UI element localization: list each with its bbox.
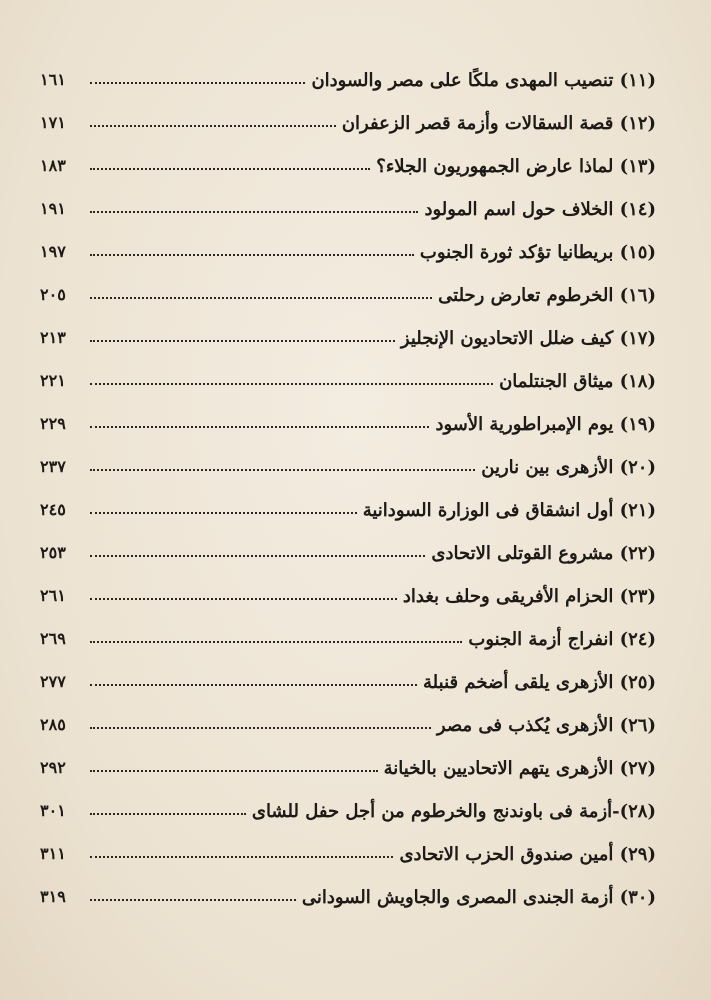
entry-title: (٢٤) انفراج أزمة الجنوب — [468, 629, 656, 650]
dot-leader — [90, 297, 432, 299]
dot-leader — [90, 426, 429, 428]
page-number: ٣١٩ — [40, 887, 66, 906]
dot-leader — [90, 813, 246, 815]
dot-leader — [90, 168, 370, 170]
entry-title: (١٨) ميثاق الجنتلمان — [499, 371, 656, 392]
toc-entry — [40, 357, 656, 400]
page-number: ٣٠١ — [40, 801, 66, 820]
dot-leader — [90, 512, 357, 514]
page-number: ٢٦١ — [40, 586, 66, 605]
dot-leader — [90, 598, 397, 600]
page-number: ١٩٧ — [40, 242, 66, 261]
page-number: ٣١١ — [40, 844, 66, 863]
dot-leader — [90, 383, 493, 385]
toc-entry — [40, 228, 656, 271]
dot-leader — [90, 899, 296, 901]
toc-entry — [40, 744, 656, 787]
entry-title: (٢٩) أمين صندوق الحزب الاتحادى — [399, 844, 656, 865]
toc-entry — [40, 486, 656, 529]
toc-entry — [40, 615, 656, 658]
page-number: ١٦١ — [40, 70, 66, 89]
entry-title: (١٣) لماذا عارض الجمهوريون الجلاء؟ — [376, 156, 656, 177]
page-number: ٢٩٢ — [40, 758, 66, 777]
entry-title: (١١) تنصيب المهدى ملكًا على مصر والسودان — [311, 70, 656, 91]
dot-leader — [90, 82, 305, 84]
dot-leader — [90, 684, 417, 686]
entry-title: (٢٣) الحزام الأفريقى وحلف بغداد — [402, 586, 656, 607]
dot-leader — [90, 770, 378, 772]
page-number: ٢٢١ — [40, 371, 66, 390]
dot-leader — [90, 340, 395, 342]
page-number: ١٩١ — [40, 199, 66, 218]
entry-title: (٢٦) الأزهرى يُكذب فى مصر — [436, 715, 656, 736]
entry-title: (١٦) الخرطوم تعارض رحلتى — [438, 285, 656, 306]
entry-title: (١٧) كيف ضلل الاتحاديون الإنجليز — [400, 328, 656, 349]
page-number: ٢٧٧ — [40, 672, 66, 691]
toc-entry — [40, 99, 656, 142]
toc-entry — [40, 400, 656, 443]
page-number: ٢٨٥ — [40, 715, 66, 734]
toc-entry — [40, 185, 656, 228]
entry-title: (٢٨)-أزمة فى باوندنج والخرطوم من أجل حفل للشاى — [251, 801, 656, 822]
entry-title: (٢٥) الأزهرى يلقى أضخم قنبلة — [423, 672, 656, 693]
toc-entry — [40, 142, 656, 185]
page-number: ٢٣٧ — [40, 457, 66, 476]
entry-title: (٢٠) الأزهرى بين نارين — [481, 457, 656, 478]
dot-leader — [90, 469, 475, 471]
toc-entry — [40, 443, 656, 486]
toc-entry — [40, 56, 656, 99]
toc-entry — [40, 572, 656, 615]
dot-leader — [90, 856, 393, 858]
page-number: ٢٤٥ — [40, 500, 66, 519]
page-number: ١٧١ — [40, 113, 66, 132]
entry-title: (١٩) يوم الإمبراطورية الأسود — [435, 414, 656, 435]
page-number: ١٨٣ — [40, 156, 66, 175]
entry-title: (١٥) بريطانيا تؤكد ثورة الجنوب — [419, 242, 656, 263]
entry-title: (٢٧) الأزهرى يتهم الاتحاديين بالخيانة — [383, 758, 656, 779]
toc-entry — [40, 701, 656, 744]
dot-leader — [90, 555, 425, 557]
toc-entry — [40, 658, 656, 701]
entry-title: (٢١) أول انشقاق فى الوزارة السودانية — [362, 500, 656, 521]
entry-title: (١٤) الخلاف حول اسم المولود — [424, 199, 656, 220]
toc-entry — [40, 787, 656, 830]
entry-title: (٢٢) مشروع القوتلى الاتحادى — [431, 543, 656, 564]
toc-entry — [40, 873, 656, 916]
dot-leader — [90, 211, 418, 213]
toc-entry — [40, 314, 656, 357]
dot-leader — [90, 125, 336, 127]
table-of-contents — [40, 56, 656, 916]
dot-leader — [90, 727, 431, 729]
page-number: ٢٠٥ — [40, 285, 66, 304]
page-number: ٢٢٩ — [40, 414, 66, 433]
entry-title: (١٢) قصة السقالات وأزمة قصر الزعفران — [341, 113, 656, 134]
dot-leader — [90, 254, 414, 256]
page-number: ٢٥٣ — [40, 543, 66, 562]
toc-entry — [40, 529, 656, 572]
entry-title: (٣٠) أزمة الجندى المصرى والجاويش السودانى — [301, 887, 656, 908]
dot-leader — [90, 641, 462, 643]
page-number: ٢٦٩ — [40, 629, 66, 648]
toc-entry — [40, 271, 656, 314]
page-number: ٢١٣ — [40, 328, 66, 347]
toc-entry — [40, 830, 656, 873]
